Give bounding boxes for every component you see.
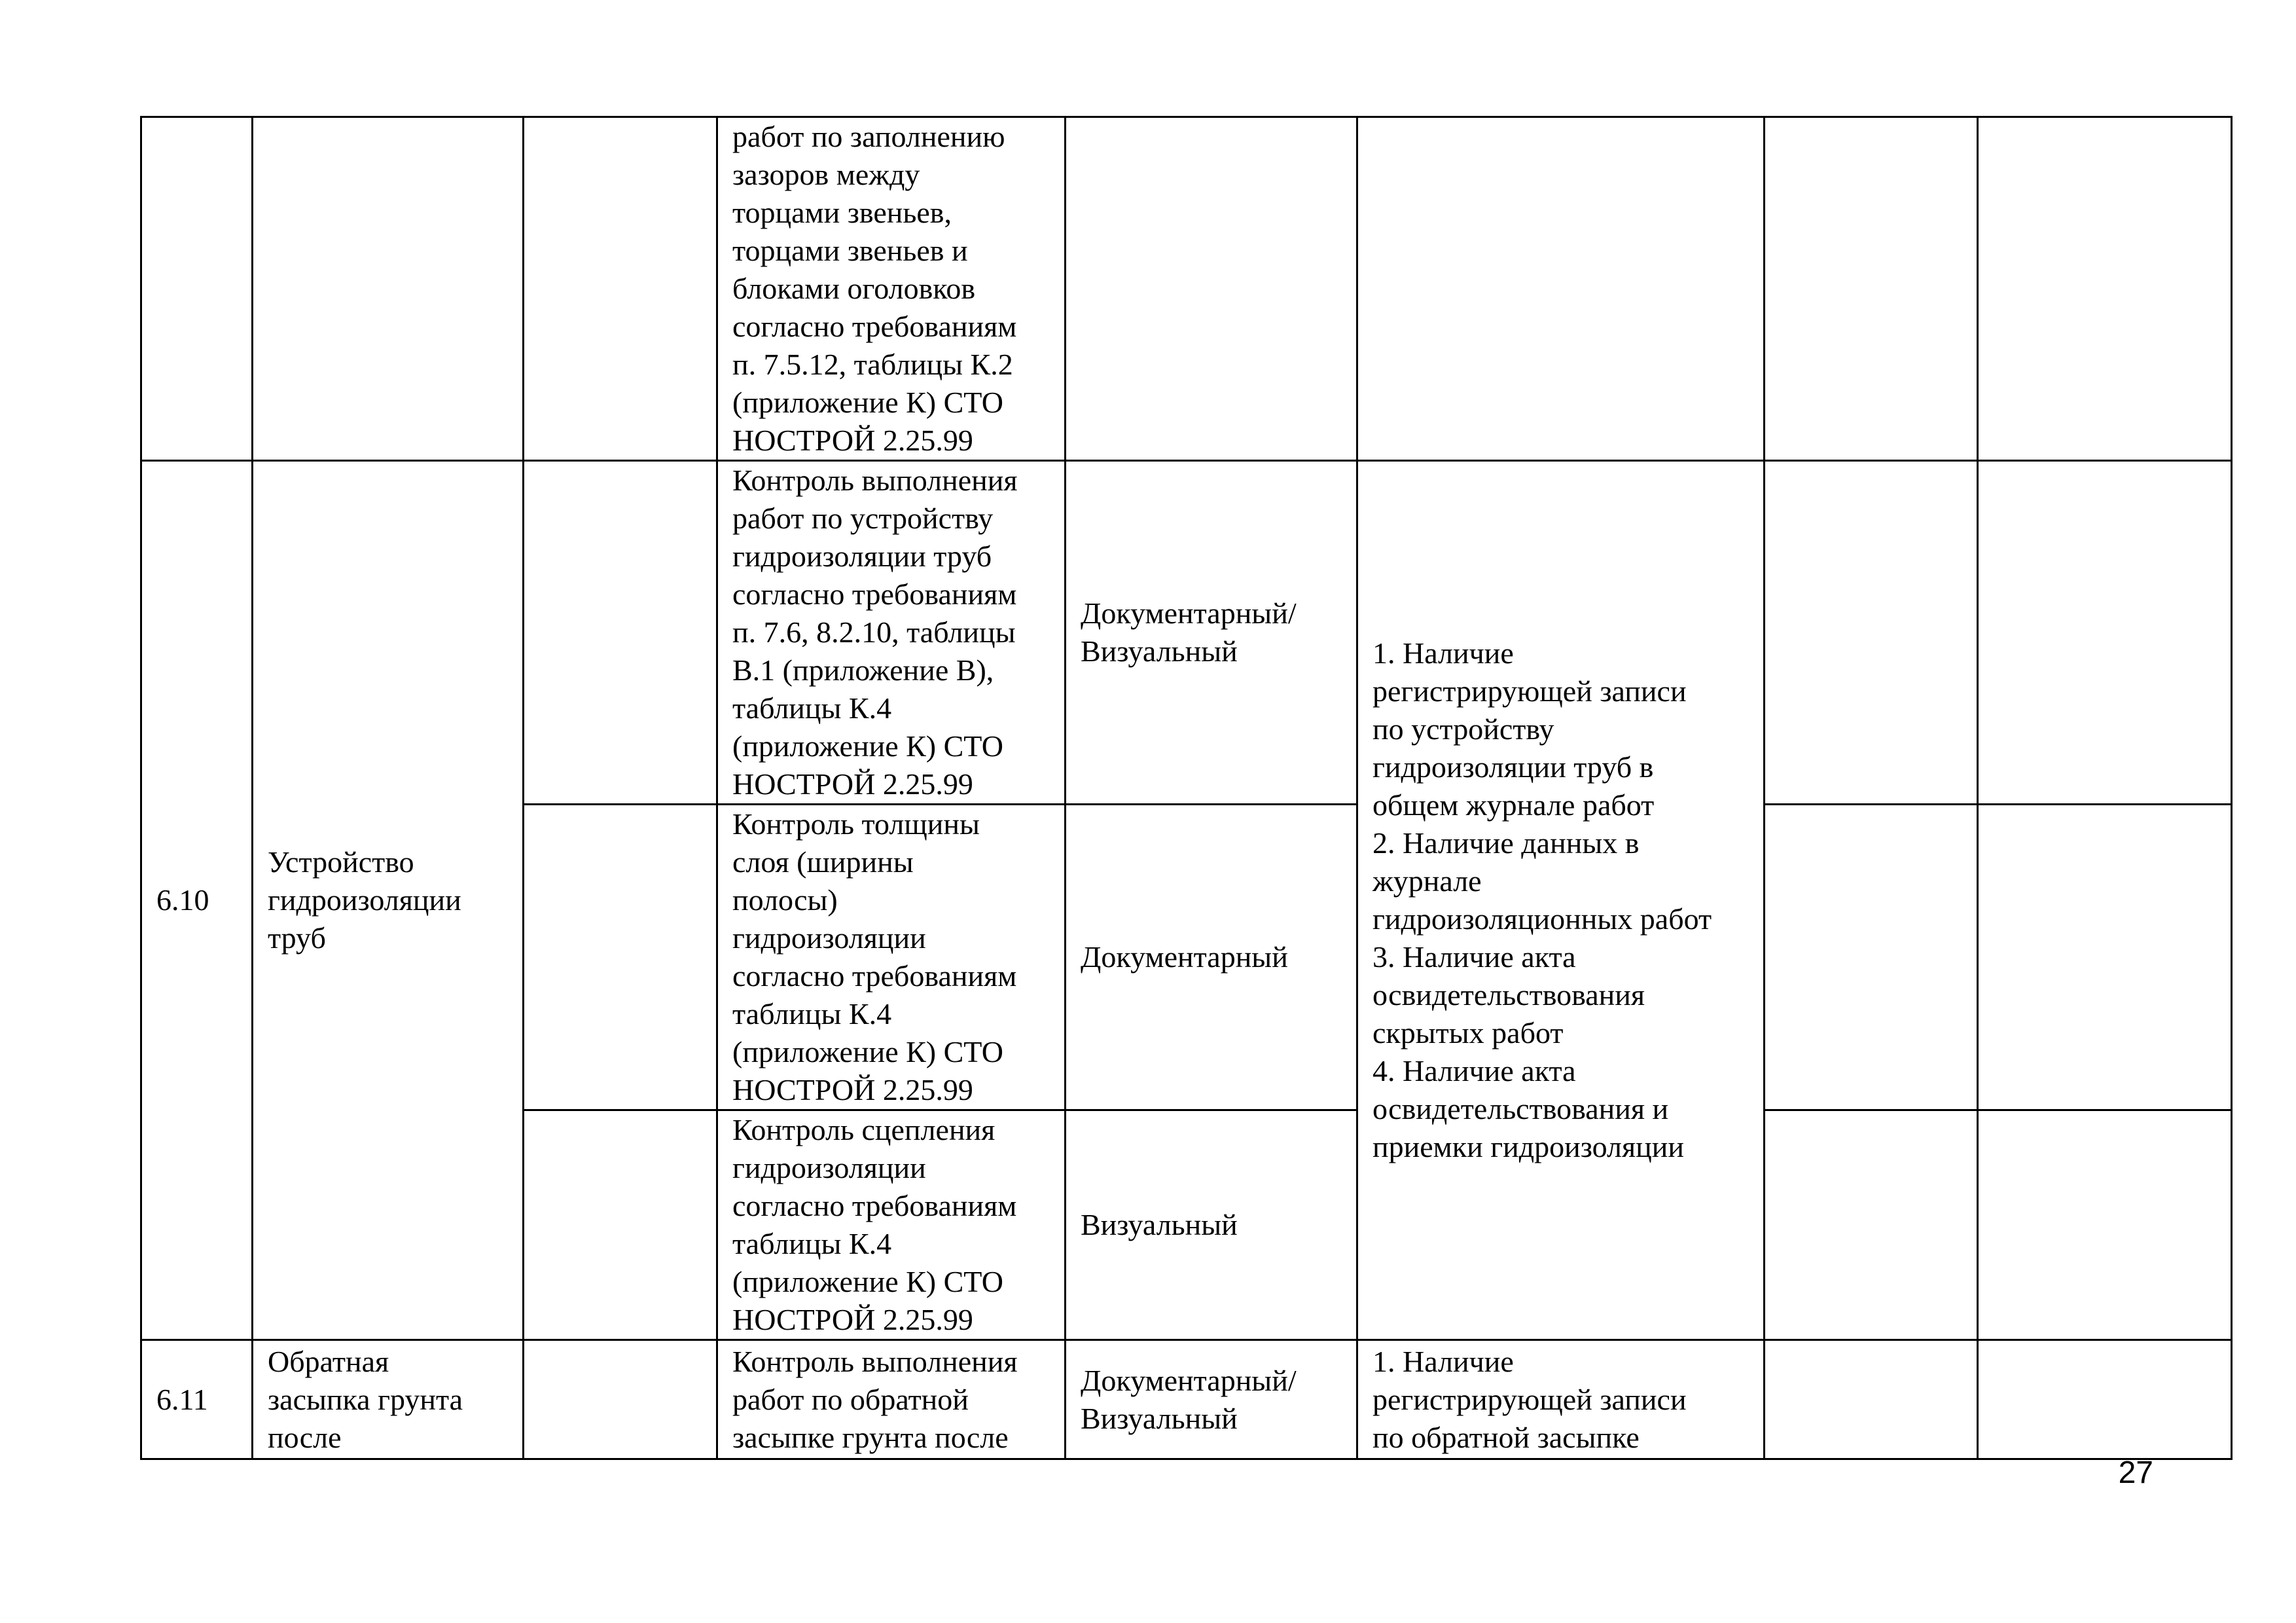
inspection-table <box>140 116 2233 1460</box>
cell-method <box>1066 117 1357 461</box>
cell-empty <box>1765 117 1978 461</box>
cell-empty <box>524 1110 717 1340</box>
cell-control: Контроль сцепления гидроизоляции согласно требованиям таблицы К.4 (приложение К) СТО НОСТРОЙ 2.25.99 <box>717 1110 1066 1340</box>
cell-empty <box>1978 1110 2232 1340</box>
cell-empty <box>1978 1340 2232 1459</box>
cell-result <box>1357 117 1765 461</box>
cell-number <box>141 117 253 461</box>
cell-method: Визуальный <box>1066 1110 1357 1340</box>
cell-empty <box>1765 461 1978 805</box>
cell-control-continuation: работ по заполнению зазоров между торцами звеньев, торцами звеньев и блоками оголовков согласно требованиям п. 7.5.12, таблицы К.2 (приложение К) СТО НОСТРОЙ 2.25.99 <box>717 117 1066 461</box>
cell-empty <box>1765 805 1978 1110</box>
cell-result-6-10: 1. Наличие регистрирующей записи по устройству гидроизоляции труб в общем журнале работ 2. Наличие данных в журнале гидроизоляционных работ 3. Наличие акта освидетельствования скрытых работ 4. Наличие акта освидетельствования и приемки гидроизоляции <box>1357 461 1765 1340</box>
cell-method-6-11: Документарный/ Визуальный <box>1066 1340 1357 1459</box>
cell-empty <box>1765 1340 1978 1459</box>
cell-empty <box>1765 1110 1978 1340</box>
cell-control: Контроль выполнения работ по устройству гидроизоляции труб согласно требованиям п. 7.6, 8.2.10, таблицы В.1 (приложение В), таблицы К.4 (приложение К) СТО НОСТРОЙ 2.25.99 <box>717 461 1066 805</box>
cell-name-6-11: Обратная засыпка грунта после <box>253 1340 524 1459</box>
cell-control: Контроль толщины слоя (ширины полосы) гидроизоляции согласно требованиям таблицы К.4 (приложение К) СТО НОСТРОЙ 2.25.99 <box>717 805 1066 1110</box>
cell-name-6-10: Устройство гидроизоляции труб <box>253 461 524 1340</box>
cell-empty <box>524 1340 717 1459</box>
cell-control-6-11: Контроль выполнения работ по обратной засыпке грунта после <box>717 1340 1066 1459</box>
cell-empty <box>1978 461 2232 805</box>
cell-empty <box>524 461 717 805</box>
cell-number-6-10: 6.10 <box>141 461 253 1340</box>
cell-result-6-11: 1. Наличие регистрирующей записи по обратной засыпке <box>1357 1340 1765 1459</box>
cell-name <box>253 117 524 461</box>
cell-empty <box>1978 117 2232 461</box>
cell-empty <box>524 117 717 461</box>
page-number: 27 <box>2118 1455 2153 1490</box>
table-row-6-11 <box>141 1340 2232 1459</box>
cell-number-6-11: 6.11 <box>141 1340 253 1459</box>
cell-empty <box>524 805 717 1110</box>
cell-method: Документарный <box>1066 805 1357 1110</box>
table-row-continuation <box>141 117 2232 461</box>
cell-method: Документарный/ Визуальный <box>1066 461 1357 805</box>
table-row-6-10-a <box>141 461 2232 805</box>
cell-empty <box>1978 805 2232 1110</box>
